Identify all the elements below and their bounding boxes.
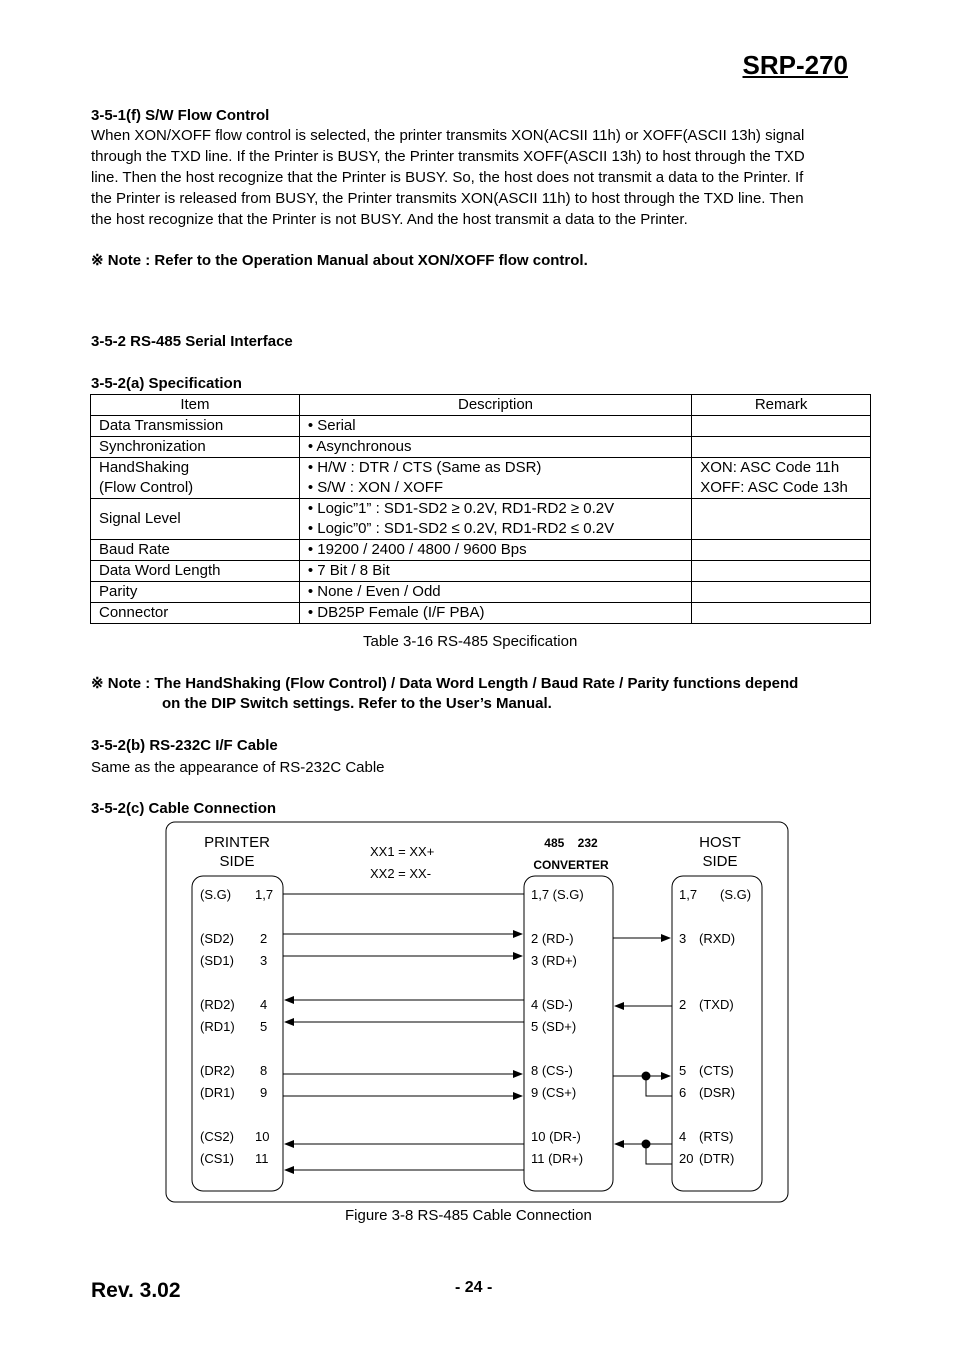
flow-control-heading: 3-5-1(f) S/W Flow Control	[91, 107, 270, 124]
cell-line: • Asynchronous	[307, 438, 412, 455]
cell-line: • DB25P Female (I/F PBA)	[307, 604, 485, 621]
cell-line: • None / Even / Odd	[307, 583, 441, 600]
converter-pin: 4 (SD-)	[531, 997, 573, 1012]
printer-pin-number: 9	[260, 1085, 268, 1100]
wire-cts-dsr-bridge	[646, 1076, 672, 1096]
printer-pin-number: 10	[255, 1129, 270, 1144]
host-pin-signal: (RTS)	[699, 1129, 734, 1144]
host-pin-number: 6	[679, 1085, 687, 1100]
printer-pin-signal: (DR2)	[200, 1063, 235, 1078]
converter-pin: 9 (CS+)	[531, 1085, 577, 1100]
host-pin-number: 5	[679, 1063, 687, 1078]
connection-heading: 3-5-2(c) Cable Connection	[91, 800, 277, 817]
cell-line: Baud Rate	[99, 541, 170, 558]
printer-pin-number: 11	[255, 1151, 269, 1166]
host-pin-number: 20	[679, 1151, 694, 1166]
cell-line: XOFF: ASC Code 13h	[700, 479, 848, 496]
cell-line: (Flow Control)	[99, 479, 194, 496]
printer-pin-number: 8	[260, 1063, 268, 1078]
converter-pin: 11 (DR+)	[531, 1151, 584, 1166]
column-header: Item	[91, 395, 300, 416]
page-number: - 24 -	[455, 1279, 493, 1296]
para-line: through the TXD line. If the Printer is BUSY, the Printer transmits XOFF(ASCII 13h) to host through the TXD	[91, 148, 805, 165]
host-pin-signal: (CTS)	[699, 1063, 734, 1078]
host-pin-number: 3	[679, 931, 687, 946]
printer-pin-signal: (CS2)	[200, 1129, 234, 1144]
printer-pin-signal: (RD2)	[200, 997, 235, 1012]
junction-dot	[642, 1072, 651, 1081]
converter-pin: 3 (RD+)	[531, 953, 577, 968]
spec-heading: 3-5-2(a) Specification	[91, 375, 242, 392]
legend-1: XX1 = XX+	[370, 844, 435, 859]
printer-pin-number: 2	[260, 931, 268, 946]
printer-pin-signal: (S.G)	[200, 887, 232, 902]
converter-pin: 1,7 (S.G)	[531, 887, 584, 902]
host-title-1: HOST	[699, 834, 741, 851]
cell-line: Parity	[99, 583, 138, 600]
printer-title-2: SIDE	[219, 853, 255, 870]
printer-pin-signal: (CS1)	[200, 1151, 234, 1166]
host-title-2: SIDE	[702, 853, 738, 870]
wire-rts-dtr-bridge	[646, 1144, 672, 1164]
cell-line: • Serial	[307, 417, 356, 434]
host-pin-number: 1,7	[679, 887, 698, 902]
para-line: When XON/XOFF flow control is selected, the printer transmits XON(ACSII 11h) or XOFF(ASCII 13h) signal	[91, 127, 805, 144]
cell-line: Data Word Length	[99, 562, 221, 579]
cell-line: • 7 Bit / 8 Bit	[307, 562, 390, 579]
cell-line: • Logic”0” : SD1-SD2 ≤ 0.2V, RD1-RD2 ≤ 0.2V	[307, 520, 615, 537]
figure-caption: Figure 3-8 RS-485 Cable Connection	[345, 1207, 592, 1224]
printer-title-1: PRINTER	[204, 834, 270, 851]
cell-line: XON: ASC Code 11h	[700, 459, 840, 476]
junction-dot	[642, 1140, 651, 1149]
host-pin-signal: (S.G)	[720, 887, 752, 902]
printer-pin-signal: (SD2)	[200, 931, 234, 946]
rs485-note-line-1: ※ Note : The HandShaking (Flow Control) / Data Word Length / Baud Rate / Parity functions depend	[91, 675, 799, 692]
host-pin-number: 4	[679, 1129, 687, 1144]
host-pin-signal: (DSR)	[699, 1085, 736, 1100]
model-title: SRP-270	[742, 50, 848, 80]
printer-pin-number: 5	[260, 1019, 268, 1034]
rs485-heading: 3-5-2 RS-485 Serial Interface	[91, 333, 293, 350]
diagram-frame	[166, 822, 788, 1202]
para-line: the Printer is released from BUSY, the Printer transmits XON(ASCII 11h) to host through the TXD line. Then	[91, 190, 804, 207]
host-pin-signal: (DTR)	[699, 1151, 735, 1166]
cell-line: • Logic”1” : SD1-SD2 ≥ 0.2V, RD1-RD2 ≥ 0.2V	[307, 500, 615, 517]
rs485-note-line-2: on the DIP Switch settings. Refer to the User’s Manual.	[162, 695, 552, 712]
converter-pin: 5 (SD+)	[531, 1019, 577, 1034]
legend-2: XX2 = XX-	[370, 866, 432, 881]
para-line: line. Then the host recognize that the Printer is BUSY. So, the host does not transmit a data to the Printer. If	[91, 169, 804, 186]
converter-title-1: 485 232	[544, 836, 598, 850]
printer-pin-signal: (SD1)	[200, 953, 234, 968]
table-caption: Table 3-16 RS-485 Specification	[363, 633, 578, 650]
host-pin-signal: (RXD)	[699, 931, 736, 946]
column-header: Description	[299, 395, 691, 416]
converter-pin: 2 (RD-)	[531, 931, 574, 946]
para-line: the host recognize that the Printer is not BUSY. And the host transmit a data to the Printer.	[91, 211, 688, 228]
printer-pin-signal: (RD1)	[200, 1019, 235, 1034]
revision: Rev. 3.02	[91, 1279, 181, 1302]
cell-line: Data Transmission	[99, 417, 224, 434]
printer-pin-number: 3	[260, 953, 268, 968]
cell-line: Connector	[99, 604, 169, 621]
cell-line: • 19200 / 2400 / 4800 / 9600 Bps	[307, 541, 527, 558]
cell-line: Synchronization	[99, 438, 206, 455]
column-header: Remark	[692, 395, 871, 416]
printer-pin-number: 1,7	[255, 887, 274, 902]
cell-line: • S/W : XON / XOFF	[307, 479, 444, 496]
cable-text: Same as the appearance of RS-232C Cable	[91, 759, 385, 776]
printer-pin-number: 4	[260, 997, 268, 1012]
converter-pin: 10 (DR-)	[531, 1129, 581, 1144]
flow-control-note: ※ Note : Refer to the Operation Manual about XON/XOFF flow control.	[91, 252, 588, 269]
host-pin-signal: (TXD)	[699, 997, 734, 1012]
cable-heading: 3-5-2(b) RS-232C I/F Cable	[91, 737, 278, 754]
converter-title-2: CONVERTER	[533, 858, 609, 872]
host-pin-number: 2	[679, 997, 687, 1012]
cell-line: Signal Level	[99, 510, 181, 527]
cell-line: HandShaking	[99, 459, 190, 476]
cell-line: • H/W : DTR / CTS (Same as DSR)	[307, 459, 542, 476]
printer-pin-signal: (DR1)	[200, 1085, 235, 1100]
converter-pin: 8 (CS-)	[531, 1063, 573, 1078]
